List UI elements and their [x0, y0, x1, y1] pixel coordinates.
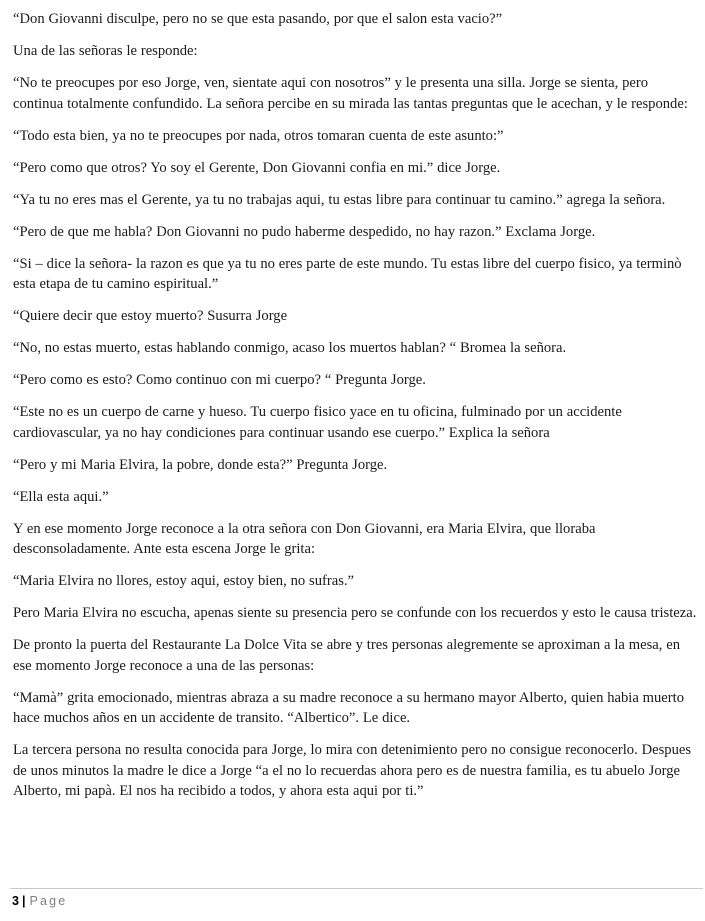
paragraph: Una de las señoras le responde:	[13, 43, 198, 59]
paragraph: Y en ese momento Jorge reconoce a la otra señora con Don Giovanni, era Maria Elvira, que lloraba desconsoladamente. Ante esta escena Jorge le grita:	[13, 520, 596, 557]
paragraph: “No, no estas muerto, estas hablando conmigo, acaso los muertos hablan? “ Bromea la señora.	[13, 340, 567, 356]
footer-divider	[10, 888, 703, 889]
paragraph: “Si – dice la señora- la razon es que ya tu no eres parte de este mundo. Tu estas libre del cuerpo fisico, ya terminò esta etapa de tu camino espiritual.”	[13, 255, 682, 292]
paragraph: “Ya tu no eres mas el Gerente, ya tu no trabajas aqui, tu estas libre para continuar tu camino.” agrega la señora.	[13, 191, 666, 208]
paragraph: Pero Maria Elvira no escucha, apenas siente su presencia pero se confunde con los recuerdos y esto le causa tristeza.	[13, 605, 697, 621]
paragraph: “Don Giovanni disculpe, pero no se que esta pasando, por que el salon esta vacio?”	[13, 11, 503, 27]
paragraph: “Todo esta bien, ya no te preocupes por nada, otros tomaran cuenta de este asunto:”	[13, 127, 504, 144]
page-number: 3	[12, 894, 19, 908]
paragraph: De pronto la puerta del Restaurante La Dolce Vita se abre y tres personas alegremente se aproximan a la mesa, en ese momento Jorge reconoce a una de las personas:	[13, 637, 681, 674]
paragraph: “No te preocupes por eso Jorge, ven, sientate aqui con nosotros” y le presenta una silla. Jorge se sienta, pero continua totalmente confundido. La señora percibe en su mirada las tantas preguntas que le acechan, y le responde:	[13, 75, 688, 112]
page-footer	[12, 893, 67, 909]
paragraph: “Maria Elvira no llores, estoy aqui, estoy bien, no sufras.”	[13, 573, 355, 589]
paragraph: “Ella esta aqui.”	[13, 488, 109, 505]
paragraph: La tercera persona no resulta conocida para Jorge, lo mira con detenimiento pero no consigue reconocerlo. Despues de unos minutos la madre le dice a Jorge “a el no lo recuerdas ahora pero es de nuestra familia, es tu abuelo Jorge Alberto, mi papà. El nos ha recibido a todos, y ahora esta aqui por ti.”	[13, 742, 692, 799]
paragraph: “Pero como que otros? Yo soy el Gerente, Don Giovanni confia en mi.” dice Jorge.	[13, 159, 501, 176]
page-separator: |	[21, 894, 26, 908]
paragraph: “Quiere decir que estoy muerto? Susurra Jorge	[13, 308, 288, 324]
paragraph: “Pero como es esto? Como continuo con mi cuerpo? “ Pregunta Jorge.	[13, 372, 426, 388]
paragraph: “Este no es un cuerpo de carne y hueso. Tu cuerpo fisico yace en tu oficina, fulminado por un accidente cardiovascular, ya no hay condiciones para continuar usando ese cuerpo.” Explica la señora	[13, 404, 622, 441]
paragraph: “Mamà” grita emocionado, mientras abraza a su madre reconoce a su hermano mayor Alberto, quien habia muerto hace muchos años en un accidente de transito. “Albertico”. Le dice.	[13, 689, 684, 726]
paragraph: “Pero y mi Maria Elvira, la pobre, donde esta?” Pregunta Jorge.	[13, 456, 388, 473]
page-label: Page	[29, 894, 68, 908]
document-body	[13, 9, 697, 813]
paragraph: “Pero de que me habla? Don Giovanni no pudo haberme despedido, no hay razon.” Exclama Jorge.	[13, 223, 596, 240]
